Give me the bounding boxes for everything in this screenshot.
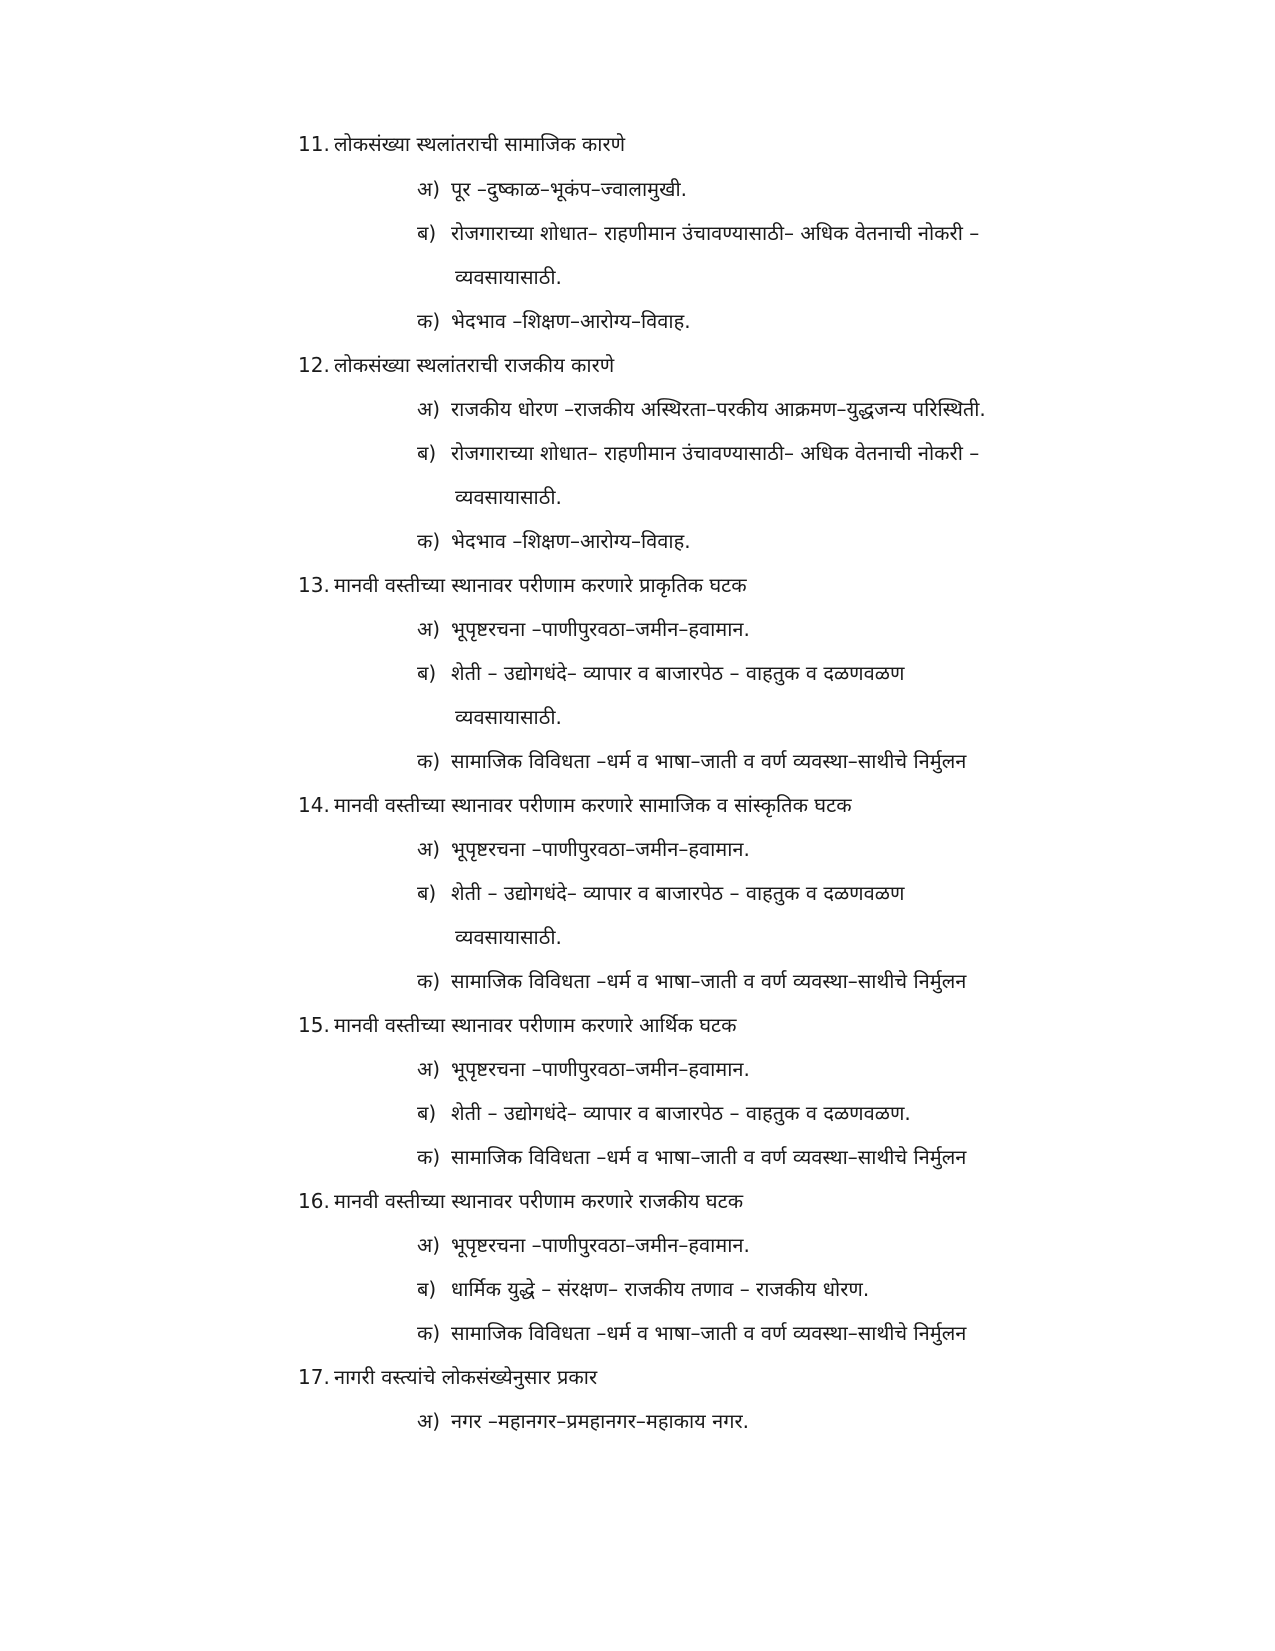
question-17: [298, 1363, 597, 1391]
option-text: रोजगाराच्या शोधात– राहणीमान उंचावण्यासाठी– अधिक वेतनाची नोकरी –: [451, 221, 980, 245]
question-12-option-b-continued: व्यवसायासाठी.: [455, 485, 562, 509]
question-14-option-c: [417, 967, 966, 995]
question-12: [298, 351, 614, 379]
option-label: क): [417, 749, 441, 773]
option-text: धार्मिक युद्धे – संरक्षण– राजकीय तणाव – राजकीय धोरण.: [451, 1277, 870, 1301]
option-text: भूपृष्टरचना –पाणीपुरवठा–जमीन–हवामान.: [451, 617, 750, 641]
question-16-option-b: [417, 1275, 869, 1303]
option-label: ब): [417, 881, 437, 905]
question-text: मानवी वस्तीच्या स्थानावर परीणाम करणारे राजकीय घटक: [334, 1189, 744, 1213]
option-label: ब): [417, 221, 437, 245]
question-16: [298, 1187, 743, 1215]
question-14-option-b-continued: व्यवसायासाठी.: [455, 925, 562, 949]
option-text: नगर –महानगर–प्रमहानगर–महाकाय नगर.: [451, 1409, 750, 1433]
option-label: अ): [417, 617, 441, 641]
question-13-option-b: [417, 659, 904, 687]
option-text: रोजगाराच्या शोधात– राहणीमान उंचावण्यासाठी– अधिक वेतनाची नोकरी –: [451, 441, 980, 465]
option-label: ब): [417, 661, 437, 685]
question-15-option-a: [417, 1055, 750, 1083]
option-text: सामाजिक विविधता –धर्म व भाषा–जाती व वर्ण व्यवस्था–साथीचे निर्मुलन: [451, 969, 967, 993]
option-label: अ): [417, 1057, 441, 1081]
question-14-option-b: [417, 879, 904, 907]
option-text: भूपृष्टरचना –पाणीपुरवठा–जमीन–हवामान.: [451, 837, 750, 861]
question-text: मानवी वस्तीच्या स्थानावर परीणाम करणारे प्राकृतिक घटक: [334, 573, 747, 597]
question-number: 17.: [298, 1365, 330, 1389]
question-number: 11.: [298, 132, 330, 156]
option-label: क): [417, 969, 441, 993]
question-text: मानवी वस्तीच्या स्थानावर परीणाम करणारे आर्थिक घटक: [334, 1013, 737, 1037]
option-text: सामाजिक विविधता –धर्म व भाषा–जाती व वर्ण व्यवस्था–साथीचे निर्मुलन: [451, 749, 967, 773]
question-number: 15.: [298, 1013, 330, 1037]
question-13-option-b-continued: व्यवसायासाठी.: [455, 705, 562, 729]
option-label: ब): [417, 1277, 437, 1301]
option-text: शेती – उद्योगधंदे– व्यापार व बाजारपेठ – वाहतुक व दळणवळण: [451, 661, 905, 685]
question-15-option-c: [417, 1143, 966, 1171]
option-label: अ): [417, 397, 441, 421]
question-text: लोकसंख्या स्थलांतराची सामाजिक कारणे: [334, 132, 626, 156]
question-11-option-b: [417, 219, 979, 247]
question-12-option-a: [417, 395, 986, 423]
question-13-option-a: [417, 615, 750, 643]
question-text: मानवी वस्तीच्या स्थानावर परीणाम करणारे सामाजिक व सांस्कृतिक घटक: [334, 793, 852, 817]
option-label: अ): [417, 1233, 441, 1257]
question-11: [298, 130, 625, 158]
option-label: क): [417, 309, 441, 333]
option-label: अ): [417, 1409, 441, 1433]
question-number: 14.: [298, 793, 330, 817]
question-12-option-b: [417, 439, 979, 467]
option-text: राजकीय धोरण –राजकीय अस्थिरता–परकीय आक्रमण–युद्धजन्य परिस्थिती.: [451, 397, 986, 421]
option-text: भेदभाव –शिक्षण–आरोग्य–विवाह.: [451, 529, 691, 553]
question-13-option-c: [417, 747, 966, 775]
option-label: अ): [417, 177, 441, 201]
option-text: सामाजिक विविधता –धर्म व भाषा–जाती व वर्ण व्यवस्था–साथीचे निर्मुलन: [451, 1145, 967, 1169]
question-text: लोकसंख्या स्थलांतराची राजकीय कारणे: [334, 353, 615, 377]
question-15: [298, 1011, 736, 1039]
question-13: [298, 571, 747, 599]
question-14: [298, 791, 852, 819]
option-label: अ): [417, 837, 441, 861]
option-text: शेती – उद्योगधंदे– व्यापार व बाजारपेठ – वाहतुक व दळणवळण: [451, 881, 905, 905]
question-number: 16.: [298, 1189, 330, 1213]
option-text: भूपृष्टरचना –पाणीपुरवठा–जमीन–हवामान.: [451, 1233, 750, 1257]
option-text: भूपृष्टरचना –पाणीपुरवठा–जमीन–हवामान.: [451, 1057, 750, 1081]
option-text: पूर –दुष्काळ–भूकंप–ज्वालामुखी.: [451, 177, 688, 201]
question-number: 13.: [298, 573, 330, 597]
question-11-option-c: [417, 307, 691, 335]
option-text: शेती – उद्योगधंदे– व्यापार व बाजारपेठ – वाहतुक व दळणवळण.: [451, 1101, 911, 1125]
option-text: सामाजिक विविधता –धर्म व भाषा–जाती व वर्ण व्यवस्था–साथीचे निर्मुलन: [451, 1321, 967, 1345]
question-14-option-a: [417, 835, 750, 863]
question-16-option-a: [417, 1231, 750, 1259]
question-12-option-c: [417, 527, 691, 555]
option-label: ब): [417, 1101, 437, 1125]
option-text: भेदभाव –शिक्षण–आरोग्य–विवाह.: [451, 309, 691, 333]
question-11-option-a: [417, 175, 687, 203]
question-17-option-a: [417, 1407, 749, 1435]
option-label: क): [417, 1321, 441, 1345]
question-15-option-b: [417, 1099, 911, 1127]
question-11-option-b-continued: व्यवसायासाठी.: [455, 265, 562, 289]
option-label: क): [417, 529, 441, 553]
question-text: नागरी वस्त्यांचे लोकसंख्येनुसार प्रकार: [334, 1365, 598, 1389]
question-16-option-c: [417, 1319, 966, 1347]
option-label: ब): [417, 441, 437, 465]
option-label: क): [417, 1145, 441, 1169]
question-number: 12.: [298, 353, 330, 377]
